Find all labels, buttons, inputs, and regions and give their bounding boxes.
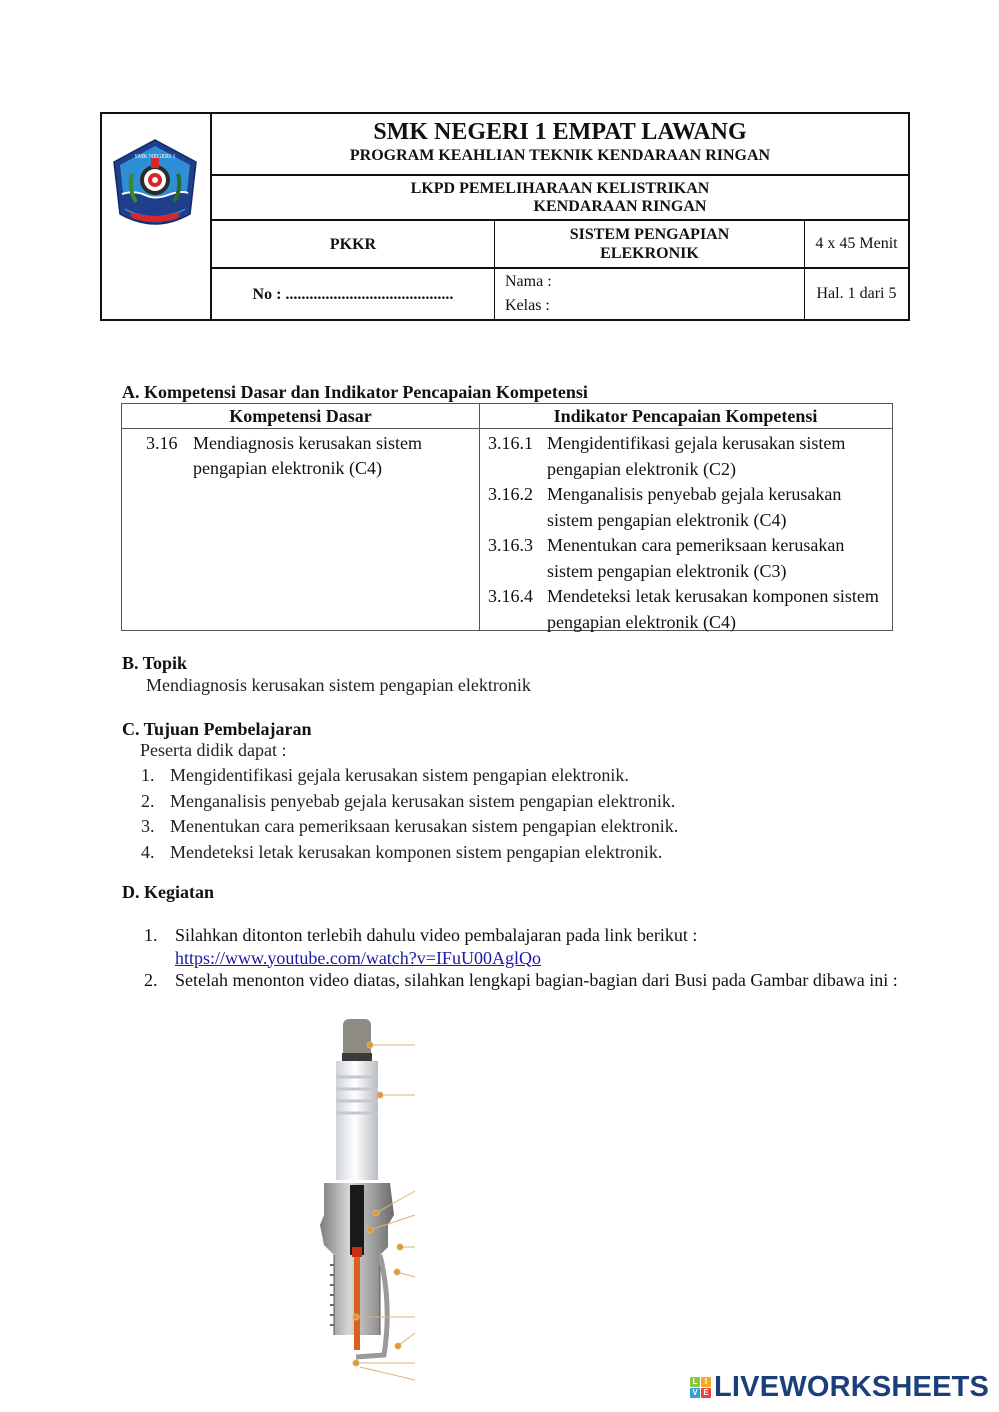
svg-text:SMK NEGERI 1: SMK NEGERI 1 [134, 154, 176, 160]
indicator-number: 3.16.4 [488, 586, 533, 606]
video-link[interactable]: https://www.youtube.com/watch?v=IFuU00AglQo [175, 947, 541, 968]
activity-text: Setelah menonton video diatas, silahkan lengkapi bagian-bagian dari Busi pada Gambar dibawa ini : [175, 970, 898, 990]
subject-name-line2: ELEKRONIK [600, 245, 699, 262]
activity-item [144, 924, 904, 969]
indicator-number: 3.16.2 [488, 484, 533, 504]
lkpd-title-line1: LKPD PEMELIHARAAN KELISTRIKAN [410, 180, 710, 197]
column-header-kd: Kompetensi Dasar [229, 406, 372, 426]
kd-number: 3.16 [146, 433, 178, 453]
objective-text: Menentukan cara pemeriksaan kerusakan sistem pengapian elektronik. [170, 816, 679, 836]
section-c-title: C. Tujuan Pembelajaran [122, 719, 312, 739]
column-header-indicator: Indikator Pencapaian Kompetensi [553, 406, 818, 426]
objective-text: Menganalisis penyebab gejala kerusakan sistem pengapian elektronik. [170, 790, 676, 811]
lkpd-title [212, 176, 908, 216]
school-row [212, 114, 908, 176]
insulator [336, 1061, 378, 1180]
indicator-text: Menganalisis penyebab gejala kerusakan sistem pengapian elektronik (C4) [547, 484, 842, 530]
indicator-item [488, 533, 888, 584]
indicator-number: 3.16.3 [488, 535, 533, 555]
column-divider [479, 404, 480, 630]
indicator-item [488, 584, 888, 635]
student-row [212, 269, 908, 319]
subject-name [495, 221, 805, 267]
objective-item [141, 840, 678, 866]
competency-table-header [122, 404, 892, 429]
objective-item [141, 763, 678, 789]
duration: 4 x 45 Menit [815, 235, 898, 252]
indicator-list [488, 431, 888, 635]
liveworksheets-brand [690, 1372, 989, 1402]
objectives-intro: Peserta didik dapat : [140, 740, 287, 760]
objective-text: Mendeteksi letak kerusakan komponen sistem pengapian elektronik. [170, 841, 663, 862]
indicator-item [488, 482, 888, 533]
objective-number: 4. [141, 841, 155, 862]
brand-tile: I [701, 1377, 711, 1387]
header-table [100, 112, 910, 321]
objectives-list [141, 763, 678, 865]
page-indicator: Hal. 1 dari 5 [816, 285, 897, 302]
brand-tile: V [690, 1388, 700, 1398]
kd-item [146, 431, 476, 481]
kd-text: Mendiagnosis kerusakan sistem pengapian elektronik (C4) [193, 433, 422, 478]
logo-cell [102, 114, 212, 319]
subject-code: PKKR [212, 221, 495, 267]
brand-logo-icon [690, 1377, 711, 1398]
activities-list [144, 924, 904, 992]
activity-item [144, 969, 904, 992]
spark-plug-figure [300, 1015, 430, 1387]
indicator-item [488, 431, 888, 482]
program-name: PROGRAM KEAHLIAN TEKNIK KENDARAAN RINGAN [349, 147, 771, 164]
competency-table [121, 403, 893, 631]
objective-number: 2. [141, 790, 155, 811]
center-electrode [354, 1255, 360, 1350]
objective-item [141, 789, 678, 815]
topic-text: Mendiagnosis kerusakan sistem pengapian elektronik [146, 675, 531, 695]
brand-tile: E [701, 1388, 711, 1398]
name-field[interactable]: Nama : [505, 273, 552, 290]
indicator-text: Mendeteksi letak kerusakan komponen sistem pengapian elektronik (C4) [547, 586, 879, 632]
subject-name-line1: SISTEM PENGAPIAN [569, 226, 730, 243]
brand-wordmark: LIVEWORKSHEETS [714, 1370, 990, 1403]
name-class-cell [495, 269, 805, 319]
lkpd-row [212, 176, 908, 221]
subject-row [212, 221, 908, 269]
objective-item [141, 814, 678, 840]
activity-number: 1. [144, 925, 158, 945]
indicator-text: Menentukan cara pemeriksaan kerusakan sistem pengapian elektronik (C3) [547, 535, 845, 581]
class-field[interactable]: Kelas : [505, 297, 550, 314]
section-d-title: D. Kegiatan [122, 882, 214, 902]
number-field[interactable]: No : .......................................... [212, 269, 495, 319]
indicator-number: 3.16.1 [488, 433, 533, 453]
activity-number: 2. [144, 970, 158, 990]
objective-text: Mengidentifikasi gejala kerusakan sistem pengapian elektronik. [170, 765, 629, 785]
objective-number: 3. [141, 816, 155, 836]
section-b-title: B. Topik [122, 653, 188, 673]
lkpd-title-line2: KENDARAAN RINGAN [533, 198, 707, 215]
indicator-text: Mengidentifikasi gejala kerusakan sistem pengapian elektronik (C2) [547, 433, 846, 479]
school-logo-icon [110, 136, 200, 236]
activity-text: Silahkan ditonton terlebih dahulu video pembalajaran pada link berikut : [175, 925, 698, 945]
brand-tile: L [690, 1377, 700, 1387]
objective-number: 1. [141, 765, 155, 785]
school-name: SMK NEGERI 1 EMPAT LAWANG [373, 119, 747, 145]
section-a-title: A. Kompetensi Dasar dan Indikator Pencapaian Kompetensi [122, 382, 588, 402]
